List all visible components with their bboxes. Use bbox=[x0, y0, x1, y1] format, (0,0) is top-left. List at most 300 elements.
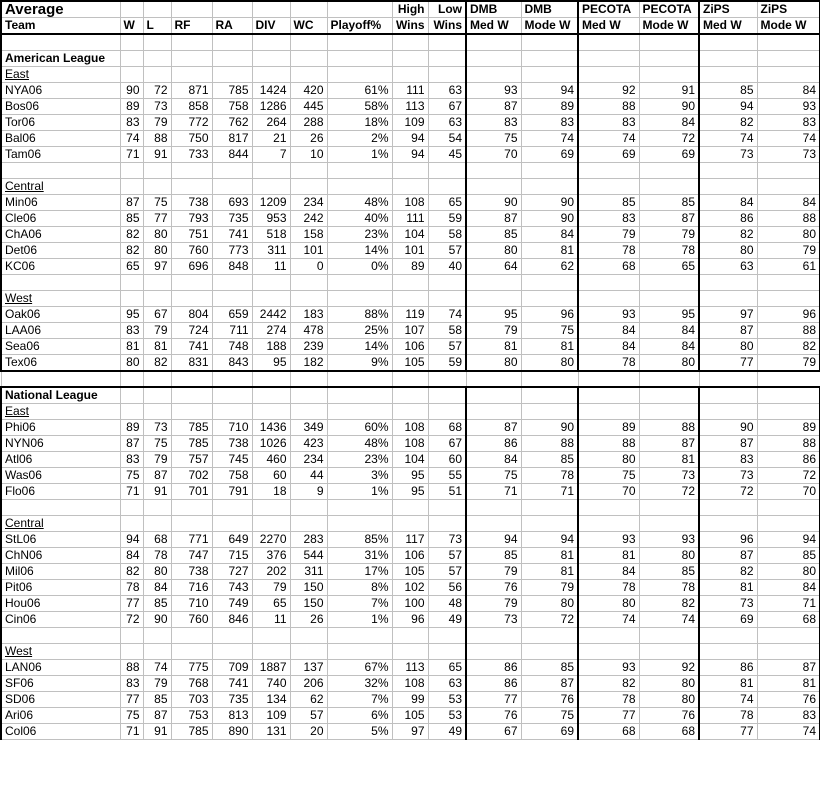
stat-cell[interactable]: 77 bbox=[120, 595, 143, 611]
stat-cell[interactable]: 7% bbox=[327, 691, 392, 707]
stat-cell[interactable]: 78 bbox=[578, 579, 639, 595]
stat-cell[interactable]: 80 bbox=[757, 563, 820, 579]
empty-cell[interactable] bbox=[212, 34, 252, 50]
stat-cell[interactable]: 79 bbox=[578, 226, 639, 242]
empty-cell[interactable] bbox=[392, 515, 428, 531]
stat-cell[interactable]: 80 bbox=[120, 354, 143, 371]
empty-cell[interactable] bbox=[639, 403, 699, 419]
stat-cell[interactable]: 9% bbox=[327, 354, 392, 371]
stat-cell[interactable]: 87 bbox=[757, 659, 820, 675]
stat-cell[interactable]: 76 bbox=[466, 707, 521, 723]
stat-cell[interactable]: 65 bbox=[252, 595, 290, 611]
stat-cell[interactable]: 738 bbox=[171, 194, 212, 210]
empty-cell[interactable] bbox=[120, 274, 143, 290]
stat-cell[interactable]: 83 bbox=[120, 322, 143, 338]
column-header[interactable]: RF bbox=[171, 18, 212, 35]
empty-cell[interactable] bbox=[327, 66, 392, 82]
stat-cell[interactable]: 111 bbox=[392, 210, 428, 226]
stat-cell[interactable]: 58% bbox=[327, 98, 392, 114]
stat-cell[interactable]: 762 bbox=[212, 114, 252, 130]
stat-cell[interactable]: 858 bbox=[171, 98, 212, 114]
column-header[interactable]: W bbox=[120, 18, 143, 35]
stat-cell[interactable]: 772 bbox=[171, 114, 212, 130]
stat-cell[interactable]: 84 bbox=[699, 194, 757, 210]
stat-cell[interactable]: 80 bbox=[699, 242, 757, 258]
empty-cell[interactable] bbox=[120, 499, 143, 515]
stat-cell[interactable]: 99 bbox=[392, 691, 428, 707]
stat-cell[interactable]: 21 bbox=[252, 130, 290, 146]
empty-cell[interactable] bbox=[290, 499, 327, 515]
stat-cell[interactable]: 693 bbox=[212, 194, 252, 210]
stat-cell[interactable]: 9 bbox=[290, 483, 327, 499]
stat-cell[interactable]: 85 bbox=[521, 451, 578, 467]
empty-cell[interactable] bbox=[392, 66, 428, 82]
stat-cell[interactable]: 90 bbox=[521, 194, 578, 210]
stat-cell[interactable]: 86 bbox=[466, 675, 521, 691]
stat-cell[interactable]: 69 bbox=[639, 146, 699, 162]
stat-cell[interactable]: 96 bbox=[521, 306, 578, 322]
stat-cell[interactable]: 1286 bbox=[252, 98, 290, 114]
stat-cell[interactable]: 785 bbox=[171, 419, 212, 435]
empty-cell[interactable] bbox=[699, 50, 757, 66]
stat-cell[interactable]: 1209 bbox=[252, 194, 290, 210]
empty-cell[interactable] bbox=[212, 403, 252, 419]
empty-cell[interactable] bbox=[327, 499, 392, 515]
stat-cell[interactable]: 79 bbox=[466, 322, 521, 338]
stat-cell[interactable]: 73 bbox=[699, 146, 757, 162]
stat-cell[interactable]: 81 bbox=[521, 563, 578, 579]
stat-cell[interactable]: 848 bbox=[212, 258, 252, 274]
stat-cell[interactable]: 83 bbox=[120, 675, 143, 691]
stat-cell[interactable]: 84 bbox=[757, 194, 820, 210]
stat-cell[interactable]: 101 bbox=[392, 242, 428, 258]
stat-cell[interactable]: 74 bbox=[639, 611, 699, 627]
empty-cell[interactable] bbox=[171, 371, 212, 387]
empty-cell[interactable] bbox=[639, 178, 699, 194]
stat-cell[interactable]: 745 bbox=[212, 451, 252, 467]
stat-cell[interactable]: 86 bbox=[466, 435, 521, 451]
team-name-cell[interactable]: Bos06 bbox=[1, 98, 120, 114]
empty-cell[interactable] bbox=[327, 34, 392, 50]
stat-cell[interactable]: 78 bbox=[120, 579, 143, 595]
team-name-cell[interactable]: NYA06 bbox=[1, 82, 120, 98]
stat-cell[interactable]: 88 bbox=[757, 322, 820, 338]
stat-cell[interactable]: 74 bbox=[120, 130, 143, 146]
stat-cell[interactable]: 757 bbox=[171, 451, 212, 467]
empty-cell[interactable] bbox=[699, 627, 757, 643]
empty-cell[interactable] bbox=[521, 403, 578, 419]
stat-cell[interactable]: 82 bbox=[578, 675, 639, 691]
stat-cell[interactable]: 88 bbox=[143, 130, 171, 146]
stat-cell[interactable]: 93 bbox=[578, 659, 639, 675]
empty-cell[interactable] bbox=[120, 162, 143, 178]
empty-cell[interactable] bbox=[466, 627, 521, 643]
stat-cell[interactable]: 63 bbox=[428, 114, 466, 130]
empty-cell[interactable] bbox=[327, 162, 392, 178]
stat-cell[interactable]: 78 bbox=[143, 547, 171, 563]
stat-cell[interactable]: 81 bbox=[521, 547, 578, 563]
empty-cell[interactable] bbox=[171, 387, 212, 404]
empty-cell[interactable] bbox=[521, 387, 578, 404]
column-header[interactable]: Med W bbox=[578, 18, 639, 35]
stat-cell[interactable]: 93 bbox=[639, 531, 699, 547]
empty-cell[interactable] bbox=[120, 643, 143, 659]
stat-cell[interactable]: 696 bbox=[171, 258, 212, 274]
stat-cell[interactable]: 85% bbox=[327, 531, 392, 547]
empty-cell[interactable] bbox=[171, 178, 212, 194]
stat-cell[interactable]: 94 bbox=[757, 531, 820, 547]
stat-cell[interactable]: 84 bbox=[466, 451, 521, 467]
empty-cell[interactable] bbox=[290, 66, 327, 82]
empty-cell[interactable] bbox=[466, 371, 521, 387]
column-header[interactable]: L bbox=[143, 18, 171, 35]
empty-cell[interactable] bbox=[639, 627, 699, 643]
stat-cell[interactable]: 109 bbox=[252, 707, 290, 723]
stat-cell[interactable]: 63 bbox=[428, 82, 466, 98]
header-cell-top[interactable] bbox=[757, 1, 820, 18]
stat-cell[interactable]: 82 bbox=[699, 226, 757, 242]
team-name-cell[interactable]: Flo06 bbox=[1, 483, 120, 499]
stat-cell[interactable]: 831 bbox=[171, 354, 212, 371]
stat-cell[interactable]: 72 bbox=[639, 130, 699, 146]
stat-cell[interactable]: 733 bbox=[171, 146, 212, 162]
stat-cell[interactable]: 57 bbox=[428, 547, 466, 563]
stat-cell[interactable]: 311 bbox=[252, 242, 290, 258]
empty-cell[interactable] bbox=[143, 178, 171, 194]
empty-cell[interactable] bbox=[252, 643, 290, 659]
stat-cell[interactable]: 785 bbox=[171, 723, 212, 739]
empty-cell[interactable] bbox=[120, 34, 143, 50]
stat-cell[interactable]: 659 bbox=[212, 306, 252, 322]
empty-cell[interactable] bbox=[466, 387, 521, 404]
division-name[interactable]: West bbox=[1, 290, 120, 306]
stat-cell[interactable]: 84 bbox=[578, 338, 639, 354]
stat-cell[interactable]: 715 bbox=[212, 547, 252, 563]
empty-cell[interactable] bbox=[171, 50, 212, 66]
empty-cell[interactable] bbox=[757, 34, 820, 50]
stat-cell[interactable]: 65 bbox=[639, 258, 699, 274]
division-name[interactable]: East bbox=[1, 403, 120, 419]
stat-cell[interactable]: 48% bbox=[327, 435, 392, 451]
stat-cell[interactable]: 751 bbox=[171, 226, 212, 242]
stat-cell[interactable]: 96 bbox=[757, 306, 820, 322]
stat-cell[interactable]: 738 bbox=[212, 435, 252, 451]
stat-cell[interactable]: 735 bbox=[212, 691, 252, 707]
empty-cell[interactable] bbox=[392, 643, 428, 659]
stat-cell[interactable]: 1424 bbox=[252, 82, 290, 98]
stat-cell[interactable]: 78 bbox=[521, 467, 578, 483]
stat-cell[interactable]: 79 bbox=[143, 675, 171, 691]
stat-cell[interactable]: 67 bbox=[428, 435, 466, 451]
stat-cell[interactable]: 81 bbox=[757, 675, 820, 691]
stat-cell[interactable]: 77 bbox=[466, 691, 521, 707]
stat-cell[interactable]: 105 bbox=[392, 707, 428, 723]
stat-cell[interactable]: 100 bbox=[392, 595, 428, 611]
stat-cell[interactable]: 80 bbox=[143, 226, 171, 242]
stat-cell[interactable]: 49 bbox=[428, 611, 466, 627]
division-name[interactable]: East bbox=[1, 66, 120, 82]
empty-cell[interactable] bbox=[578, 274, 639, 290]
stat-cell[interactable]: 710 bbox=[212, 419, 252, 435]
stat-cell[interactable]: 791 bbox=[212, 483, 252, 499]
stat-cell[interactable]: 88 bbox=[639, 419, 699, 435]
empty-cell[interactable] bbox=[252, 66, 290, 82]
empty-cell[interactable] bbox=[757, 627, 820, 643]
empty-cell[interactable] bbox=[699, 66, 757, 82]
stat-cell[interactable]: 73 bbox=[466, 611, 521, 627]
empty-cell[interactable] bbox=[252, 387, 290, 404]
empty-cell[interactable] bbox=[120, 627, 143, 643]
stat-cell[interactable]: 14% bbox=[327, 338, 392, 354]
empty-cell[interactable] bbox=[171, 627, 212, 643]
empty-cell[interactable] bbox=[699, 34, 757, 50]
stat-cell[interactable]: 80 bbox=[578, 451, 639, 467]
empty-cell[interactable] bbox=[392, 162, 428, 178]
stat-cell[interactable]: 88 bbox=[521, 435, 578, 451]
stat-cell[interactable]: 75 bbox=[521, 322, 578, 338]
empty-cell[interactable] bbox=[428, 290, 466, 306]
stat-cell[interactable]: 94 bbox=[699, 98, 757, 114]
empty-cell[interactable] bbox=[212, 643, 252, 659]
empty-cell[interactable] bbox=[171, 66, 212, 82]
empty-cell[interactable] bbox=[392, 34, 428, 50]
stat-cell[interactable]: 843 bbox=[212, 354, 252, 371]
team-name-cell[interactable]: Pit06 bbox=[1, 579, 120, 595]
stat-cell[interactable]: 87 bbox=[521, 675, 578, 691]
empty-cell[interactable] bbox=[757, 643, 820, 659]
stat-cell[interactable]: 134 bbox=[252, 691, 290, 707]
stat-cell[interactable]: 81 bbox=[699, 579, 757, 595]
stat-cell[interactable]: 82 bbox=[120, 226, 143, 242]
empty-cell[interactable] bbox=[392, 290, 428, 306]
header-cell-top[interactable] bbox=[290, 1, 327, 18]
stat-cell[interactable]: 274 bbox=[252, 322, 290, 338]
stat-cell[interactable]: 188 bbox=[252, 338, 290, 354]
stat-cell[interactable]: 70 bbox=[757, 483, 820, 499]
empty-cell[interactable] bbox=[252, 162, 290, 178]
stat-cell[interactable]: 72 bbox=[757, 467, 820, 483]
empty-cell[interactable] bbox=[466, 178, 521, 194]
stat-cell[interactable]: 85 bbox=[143, 691, 171, 707]
team-name-cell[interactable]: Oak06 bbox=[1, 306, 120, 322]
stat-cell[interactable]: 17% bbox=[327, 563, 392, 579]
empty-cell[interactable] bbox=[521, 643, 578, 659]
stat-cell[interactable]: 83 bbox=[120, 451, 143, 467]
empty-cell[interactable] bbox=[171, 643, 212, 659]
empty-cell[interactable] bbox=[392, 403, 428, 419]
stat-cell[interactable]: 87 bbox=[466, 98, 521, 114]
team-name-cell[interactable]: ChA06 bbox=[1, 226, 120, 242]
stat-cell[interactable]: 71 bbox=[521, 483, 578, 499]
team-name-cell[interactable]: LAA06 bbox=[1, 322, 120, 338]
empty-cell[interactable] bbox=[143, 371, 171, 387]
stat-cell[interactable]: 76 bbox=[639, 707, 699, 723]
empty-cell[interactable] bbox=[120, 178, 143, 194]
stat-cell[interactable]: 86 bbox=[466, 659, 521, 675]
stat-cell[interactable]: 105 bbox=[392, 563, 428, 579]
empty-cell[interactable] bbox=[428, 50, 466, 66]
empty-cell[interactable] bbox=[639, 50, 699, 66]
stat-cell[interactable]: 741 bbox=[212, 675, 252, 691]
stat-cell[interactable]: 78 bbox=[699, 707, 757, 723]
stat-cell[interactable]: 953 bbox=[252, 210, 290, 226]
column-header[interactable]: RA bbox=[212, 18, 252, 35]
empty-cell[interactable] bbox=[1, 499, 120, 515]
stat-cell[interactable]: 84 bbox=[521, 226, 578, 242]
stat-cell[interactable]: 283 bbox=[290, 531, 327, 547]
stat-cell[interactable]: 71 bbox=[757, 595, 820, 611]
stat-cell[interactable]: 82 bbox=[143, 354, 171, 371]
stat-cell[interactable]: 109 bbox=[392, 114, 428, 130]
stat-cell[interactable]: 88% bbox=[327, 306, 392, 322]
empty-cell[interactable] bbox=[252, 499, 290, 515]
stat-cell[interactable]: 97 bbox=[392, 723, 428, 739]
stat-cell[interactable]: 79 bbox=[143, 114, 171, 130]
empty-cell[interactable] bbox=[290, 178, 327, 194]
stat-cell[interactable]: 85 bbox=[521, 659, 578, 675]
stat-cell[interactable]: 90 bbox=[143, 611, 171, 627]
empty-cell[interactable] bbox=[466, 162, 521, 178]
stat-cell[interactable]: 749 bbox=[212, 595, 252, 611]
empty-cell[interactable] bbox=[757, 403, 820, 419]
empty-cell[interactable] bbox=[699, 371, 757, 387]
column-header[interactable]: Mode W bbox=[521, 18, 578, 35]
stat-cell[interactable]: 20 bbox=[290, 723, 327, 739]
stat-cell[interactable]: 79 bbox=[521, 579, 578, 595]
empty-cell[interactable] bbox=[639, 274, 699, 290]
stat-cell[interactable]: 747 bbox=[171, 547, 212, 563]
stat-cell[interactable]: 25% bbox=[327, 322, 392, 338]
stat-cell[interactable]: 182 bbox=[290, 354, 327, 371]
empty-cell[interactable] bbox=[757, 66, 820, 82]
empty-cell[interactable] bbox=[212, 162, 252, 178]
stat-cell[interactable]: 74 bbox=[578, 611, 639, 627]
team-name-cell[interactable]: Atl06 bbox=[1, 451, 120, 467]
stat-cell[interactable]: 785 bbox=[171, 435, 212, 451]
stat-cell[interactable]: 74 bbox=[699, 691, 757, 707]
stat-cell[interactable]: 94 bbox=[120, 531, 143, 547]
stat-cell[interactable]: 92 bbox=[639, 659, 699, 675]
stat-cell[interactable]: 88 bbox=[578, 98, 639, 114]
stat-cell[interactable]: 95 bbox=[120, 306, 143, 322]
stat-cell[interactable]: 80 bbox=[466, 354, 521, 371]
stat-cell[interactable]: 81 bbox=[521, 338, 578, 354]
stat-cell[interactable]: 104 bbox=[392, 451, 428, 467]
empty-cell[interactable] bbox=[1, 274, 120, 290]
empty-cell[interactable] bbox=[120, 66, 143, 82]
empty-cell[interactable] bbox=[252, 274, 290, 290]
stat-cell[interactable]: 70 bbox=[578, 483, 639, 499]
stat-cell[interactable]: 80 bbox=[639, 547, 699, 563]
stat-cell[interactable]: 65 bbox=[120, 258, 143, 274]
stat-cell[interactable]: 753 bbox=[171, 707, 212, 723]
stat-cell[interactable]: 890 bbox=[212, 723, 252, 739]
empty-cell[interactable] bbox=[252, 34, 290, 50]
stat-cell[interactable]: 73 bbox=[757, 146, 820, 162]
stat-cell[interactable]: 53 bbox=[428, 691, 466, 707]
stat-cell[interactable]: 76 bbox=[521, 691, 578, 707]
stat-cell[interactable]: 1887 bbox=[252, 659, 290, 675]
empty-cell[interactable] bbox=[757, 371, 820, 387]
empty-cell[interactable] bbox=[757, 274, 820, 290]
empty-cell[interactable] bbox=[290, 371, 327, 387]
team-name-cell[interactable]: Bal06 bbox=[1, 130, 120, 146]
stat-cell[interactable]: 44 bbox=[290, 467, 327, 483]
stat-cell[interactable]: 773 bbox=[212, 242, 252, 258]
empty-cell[interactable] bbox=[171, 162, 212, 178]
stat-cell[interactable]: 478 bbox=[290, 322, 327, 338]
empty-cell[interactable] bbox=[578, 162, 639, 178]
stat-cell[interactable]: 85 bbox=[699, 82, 757, 98]
stat-cell[interactable]: 108 bbox=[392, 194, 428, 210]
stat-cell[interactable]: 84 bbox=[143, 579, 171, 595]
empty-cell[interactable] bbox=[392, 178, 428, 194]
stat-cell[interactable]: 87 bbox=[639, 435, 699, 451]
stat-cell[interactable]: 111 bbox=[392, 82, 428, 98]
stat-cell[interactable]: 71 bbox=[120, 723, 143, 739]
stat-cell[interactable]: 420 bbox=[290, 82, 327, 98]
stat-cell[interactable]: 79 bbox=[757, 242, 820, 258]
empty-cell[interactable] bbox=[290, 162, 327, 178]
stat-cell[interactable]: 79 bbox=[466, 563, 521, 579]
stat-cell[interactable]: 97 bbox=[143, 258, 171, 274]
empty-cell[interactable] bbox=[171, 499, 212, 515]
stat-cell[interactable]: 107 bbox=[392, 322, 428, 338]
stat-cell[interactable]: 95 bbox=[392, 483, 428, 499]
team-name-cell[interactable]: Tor06 bbox=[1, 114, 120, 130]
stat-cell[interactable]: 32% bbox=[327, 675, 392, 691]
stat-cell[interactable]: 18 bbox=[252, 483, 290, 499]
empty-cell[interactable] bbox=[699, 387, 757, 404]
empty-cell[interactable] bbox=[327, 403, 392, 419]
empty-cell[interactable] bbox=[699, 515, 757, 531]
empty-cell[interactable] bbox=[639, 162, 699, 178]
stat-cell[interactable]: 844 bbox=[212, 146, 252, 162]
empty-cell[interactable] bbox=[252, 515, 290, 531]
stat-cell[interactable]: 74 bbox=[757, 130, 820, 146]
header-cell-top[interactable] bbox=[699, 1, 757, 18]
division-name[interactable]: Central bbox=[1, 178, 120, 194]
empty-cell[interactable] bbox=[392, 499, 428, 515]
stat-cell[interactable]: 71 bbox=[466, 483, 521, 499]
stat-cell[interactable]: 1026 bbox=[252, 435, 290, 451]
empty-cell[interactable] bbox=[143, 515, 171, 531]
stat-cell[interactable]: 97 bbox=[699, 306, 757, 322]
stat-cell[interactable]: 1436 bbox=[252, 419, 290, 435]
stat-cell[interactable]: 81 bbox=[521, 242, 578, 258]
stat-cell[interactable]: 77 bbox=[699, 723, 757, 739]
stat-cell[interactable]: 63 bbox=[699, 258, 757, 274]
stat-cell[interactable]: 750 bbox=[171, 130, 212, 146]
stat-cell[interactable]: 59 bbox=[428, 354, 466, 371]
empty-cell[interactable] bbox=[466, 643, 521, 659]
empty-cell[interactable] bbox=[143, 66, 171, 82]
stat-cell[interactable]: 82 bbox=[699, 563, 757, 579]
stat-cell[interactable]: 55 bbox=[428, 467, 466, 483]
stat-cell[interactable]: 89 bbox=[521, 98, 578, 114]
stat-cell[interactable]: 73 bbox=[699, 467, 757, 483]
stat-cell[interactable]: 65 bbox=[428, 194, 466, 210]
empty-cell[interactable] bbox=[428, 627, 466, 643]
stat-cell[interactable]: 69 bbox=[578, 146, 639, 162]
stat-cell[interactable]: 57 bbox=[290, 707, 327, 723]
stat-cell[interactable]: 91 bbox=[639, 82, 699, 98]
stat-cell[interactable]: 83 bbox=[699, 451, 757, 467]
stat-cell[interactable]: 73 bbox=[143, 419, 171, 435]
stat-cell[interactable]: 93 bbox=[466, 82, 521, 98]
team-name-cell[interactable]: Cin06 bbox=[1, 611, 120, 627]
stat-cell[interactable]: 78 bbox=[639, 579, 699, 595]
